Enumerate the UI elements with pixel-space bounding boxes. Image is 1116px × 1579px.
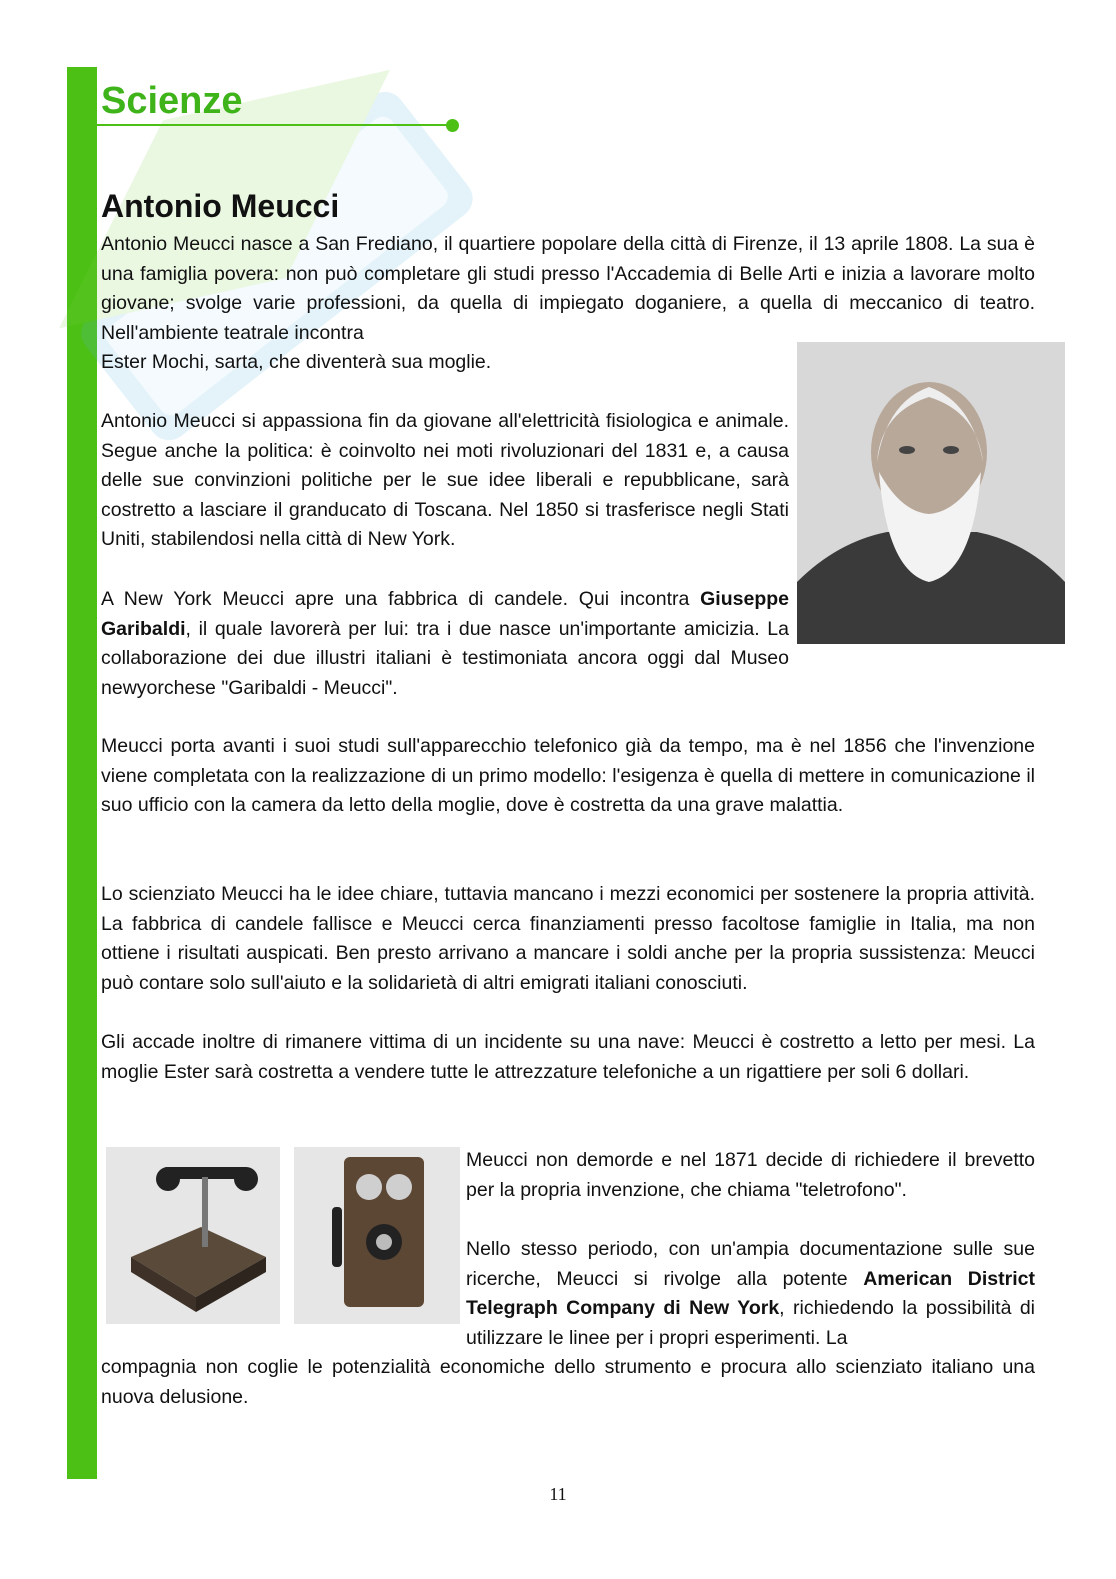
telephone-photo-1 (106, 1147, 280, 1324)
paragraph-birth: Antonio Meucci nasce a San Frediano, il quartiere popolare della città di Firenze, il 13 aprile 1808. La sua è una famiglia povera: non può completare gli studi presso l'Accademia di Belle Arti e inizia a lavorare molto giovane; svolge varie professioni, da quella di impiegato doganiere, a quella di meccanico di teatro. Nell'ambiente teatrale incontra (101, 233, 1035, 344)
section-rule-dot (446, 119, 459, 132)
paragraph-garibaldi: A New York Meucci apre una fabbrica di candele. Qui incontra Giuseppe Garibaldi, il quale lavorerà per lui: tra i due nasce un'importante amicizia. La collaborazione dei due illustri italiani è testimoniata ancora oggi dal Museo newyorchese "Garibaldi - Meucci". (101, 588, 789, 699)
paragraph-finances: Lo scienziato Meucci ha le idee chiare, tuttavia mancano i mezzi economici per sostenere la propria attività. La fabbrica di candele fallisce e Meucci cerca finanziamenti presso facoltose famiglie in Italia, ma non ottiene i risultati auspicati. Ben presto arrivano a mancare i soldi anche per la propria sussistenza: Meucci può contare solo sull'aiuto e la solidarietà di altri emigrati italiani conosciuti. (101, 883, 1035, 994)
company-name: American District Telegraph Company di New York (466, 1267, 1035, 1320)
paragraph-accident: Gli accade inoltre di rimanere vittima di un incidente su una nave: Meucci è costretto a letto per mesi. La moglie Ester sarà costretta a vendere tutte le attrezzature telefoniche a un rigattiere per soli 6 dollari. (101, 1031, 1035, 1083)
portrait-photo (797, 342, 1065, 644)
garibaldi-name: Giuseppe Garibaldi (101, 588, 789, 640)
paragraph-patent: Meucci non demorde e nel 1871 decide di richiedere il brevetto per la propria invenzione, che chiama "teletrofono". (466, 1149, 1035, 1201)
paragraph-company: Nello stesso periodo, con un'ampia documentazione sulle sue ricerche, Meucci si rivolge alla potente American District Telegraph Company di New York, richiedendo la possibilità di utilizzare le linee per i propri esperimenti. La (466, 1238, 1035, 1349)
paragraph-wife: Ester Mochi, sarta, che diventerà sua moglie. (101, 351, 492, 373)
section-title: Scienze (101, 80, 243, 122)
paragraph-politics: Antonio Meucci si appassiona fin da giovane all'elettricità fisiologica e animale. Segue anche la politica: è coinvolto nei moti rivoluzionari del 1831 e, a causa delle sue convinzioni politiche per le sue idee liberali e repubblicane, sarà costretto a lasciare il granducato di Toscana. Nel 1850 si trasferisce negli Stati Uniti, stabilendosi nella città di New York. (101, 410, 789, 551)
telephone-photo-2 (294, 1147, 460, 1324)
page-number: 11 (549, 1484, 567, 1504)
article-title: Antonio Meucci (101, 188, 340, 224)
paragraph-disappointment: compagnia non coglie le potenzialità economiche dello strumento e procura allo scienziato italiano una nuova delusione. (101, 1356, 1035, 1408)
section-rule (97, 124, 455, 126)
paragraph-invention: Meucci porta avanti i suoi studi sull'apparecchio telefonico già da tempo, ma è nel 1856 che l'invenzione viene completata con la realizzazione di un primo modello: l'esigenza è quella di mettere in comunicazione il suo ufficio con la camera da letto della moglie, dove è costretta da una grave malattia. (101, 735, 1035, 817)
